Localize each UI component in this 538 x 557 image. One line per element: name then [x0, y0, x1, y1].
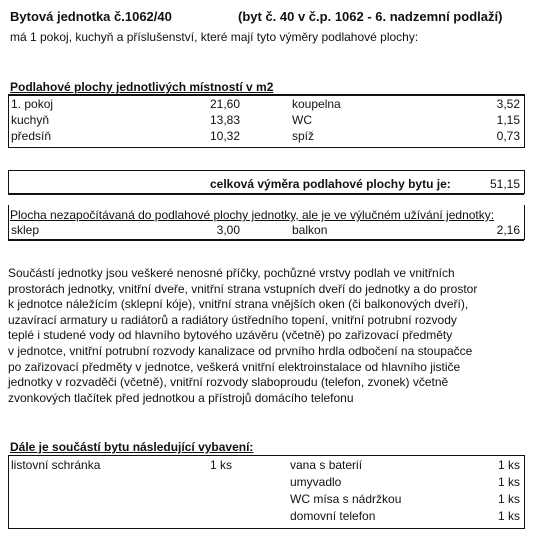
room-area: 13,83 [209, 113, 240, 127]
paragraph-line: zvonkových tlačítek před jednotkou a přístrojů domácího telefonu [8, 390, 354, 405]
equipment-right-border [524, 455, 525, 529]
paragraph-line: v jednotce, vnitřní potrubní rozvody kanalizace od prvního hrdla odbočení na stoupačce [8, 343, 473, 358]
room-name-2: koupelna [292, 97, 341, 111]
total-left-border [8, 170, 9, 194]
equipment-bottom-border [8, 528, 524, 529]
paragraph-line: prostorách jednotky, vnitřní dveře, vnitřní strana vstupních dveří do jednotky a do prostor [8, 281, 478, 296]
equipment-qty: 1 ks [497, 492, 520, 506]
excluded-right-border [524, 205, 525, 240]
paragraph-line: teplé i studené vody od hlavního bytového uzávěru (včetně) po zařizovací předměty [8, 328, 453, 343]
excluded-area: 3,00 [216, 223, 240, 237]
equipment-name: domovní telefon [290, 509, 376, 523]
document-title: Bytová jednotka č.1062/40 [10, 9, 172, 24]
excluded-name-2: balkon [292, 223, 328, 237]
rooms-left-border [8, 94, 9, 148]
excluded-heading: Plocha nezapočítávaná do podlahové plochy jednotky, ale je ve výlučném užívání jednotky: [10, 208, 495, 222]
paragraph-line: k jednotce náležícím (sklepní kóje), vnitřní strana vnějších oken (či balkonových dveří), [8, 297, 469, 312]
equipment-name: WC mísa s nádržkou [290, 492, 402, 506]
parts-paragraph [8, 266, 530, 406]
equipment-heading: Dále je součástí bytu následující vybavení: [10, 440, 254, 454]
room-area-2: 1,15 [496, 113, 520, 127]
total-bottom-border [8, 193, 524, 195]
excluded-bottom-border [8, 239, 524, 241]
equipment-left-border [8, 455, 9, 529]
room-name: předsíň [11, 129, 52, 143]
rooms-top-border [8, 94, 524, 96]
room-name-2: WC [292, 113, 312, 127]
total-top-border [8, 170, 524, 171]
paragraph-line: po zařizovací předměty v jednotce, veškerá vnitřní elektroinstalace od hlavního jističe [8, 359, 461, 374]
room-area-2: 0,73 [496, 129, 520, 143]
total-label: celková výměra podlahové plochy bytu je: [210, 177, 451, 191]
equipment-name: umyvadlo [290, 475, 342, 489]
equipment-name: listovní schránka [11, 458, 101, 472]
room-name: kuchyň [11, 113, 50, 127]
total-value: 51,15 [489, 177, 520, 191]
excluded-area-2: 2,16 [496, 223, 520, 237]
room-area: 21,60 [209, 97, 240, 111]
room-area: 10,32 [209, 129, 240, 143]
paragraph-line: Součástí jednotky jsou veškeré nenosné příčky, pochůzné vrstvy podlah ve vnitřních [8, 266, 455, 280]
rooms-right-border [524, 94, 525, 148]
equipment-qty: 1 ks [497, 475, 520, 489]
equipment-qty: 1 ks [497, 509, 520, 523]
document-subtitle: (byt č. 40 v č.p. 1062 - 6. nadzemní podlaží) [238, 9, 503, 24]
rooms-bottom-border [8, 147, 524, 148]
equipment-name: vana s baterií [290, 458, 363, 472]
room-name-2: spíž [292, 129, 315, 143]
room-name: 1. pokoj [11, 97, 54, 111]
room-area-2: 3,52 [496, 97, 520, 111]
paragraph-line: uzavírací armatury u radiátorů a radiátory ústředního topení, vnitřní potrubní rozvody [8, 312, 457, 327]
equipment-qty: 1 ks [497, 458, 520, 472]
excluded-left-border [8, 205, 9, 240]
equipment-top-border [8, 455, 524, 456]
paragraph-line: jednotky v rozvaděči (včetně), vnitřní rozvody slaboproudu (telefon, zvonek) včetně [8, 375, 449, 390]
intro-text: má 1 pokoj, kuchyň a příslušenství, které mají tyto výměry podlahové plochy: [10, 30, 419, 44]
excluded-name: sklep [11, 223, 40, 237]
total-right-border [524, 170, 525, 194]
equipment-qty: 1 ks [210, 458, 233, 472]
rooms-heading: Podlahové plochy jednotlivých místností v m2 [10, 80, 274, 94]
